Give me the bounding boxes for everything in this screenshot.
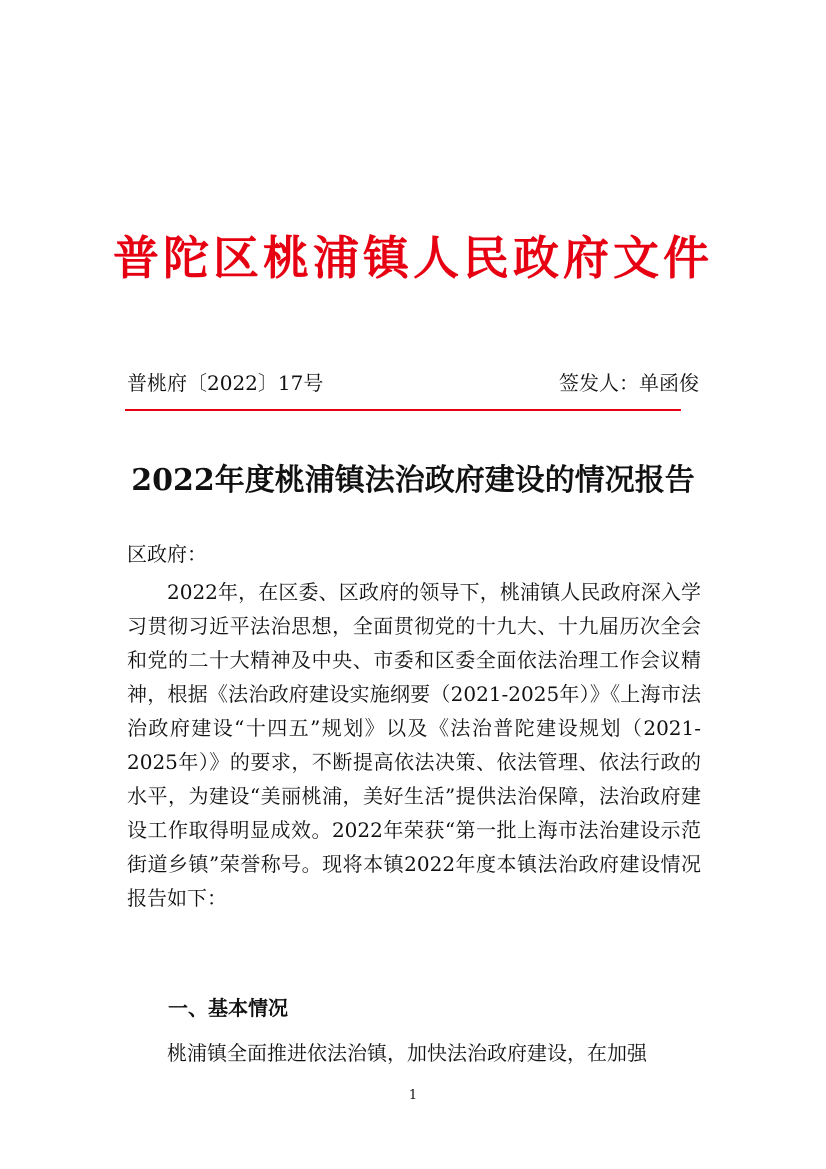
section-heading-basic-situation: 一、基本情况: [168, 996, 288, 1020]
salutation: 区政府：: [127, 542, 207, 566]
red-separator-line: [125, 409, 681, 411]
page-number: 1: [408, 1088, 418, 1103]
body-paragraph-1: 2022年，在区委、区政府的领导下，桃浦镇人民政府深入学习贯彻习近平法治思想，全面贯彻党的十九大、十九届历次全会和党的二十大精神及中央、市委和区委全面依法治理工作会议精神，根据《法治政府建设实施纲要（2021-2025年）》《上海市法治政府建设“十四五”规划》以及《法治普陀建设规划（2021-2025年）》的要求，不断提高依法决策、依法管理、依法行政的水平，为建设“美丽桃浦，美好生活”提供法治保障，法治政府建设工作取得明显成效。2022年荣获“第一批上海市法治建设示范街道乡镇”荣誉称号。现将本镇2022年度本镇法治政府建设情况报告如下：: [127, 580, 701, 910]
report-title: 2022年度桃浦镇法治政府建设的情况报告: [131, 463, 695, 498]
document-signer: 签发人：单函俊: [559, 371, 699, 395]
body-paragraph-2: 桃浦镇全面推进依法治镇，加快法治政府建设，在加强: [167, 1041, 647, 1065]
document-number: 普桃府〔2022〕17号: [127, 371, 324, 395]
document-meta-line: [127, 366, 699, 400]
document-header-title: 普陀区桃浦镇人民政府文件: [113, 231, 713, 285]
